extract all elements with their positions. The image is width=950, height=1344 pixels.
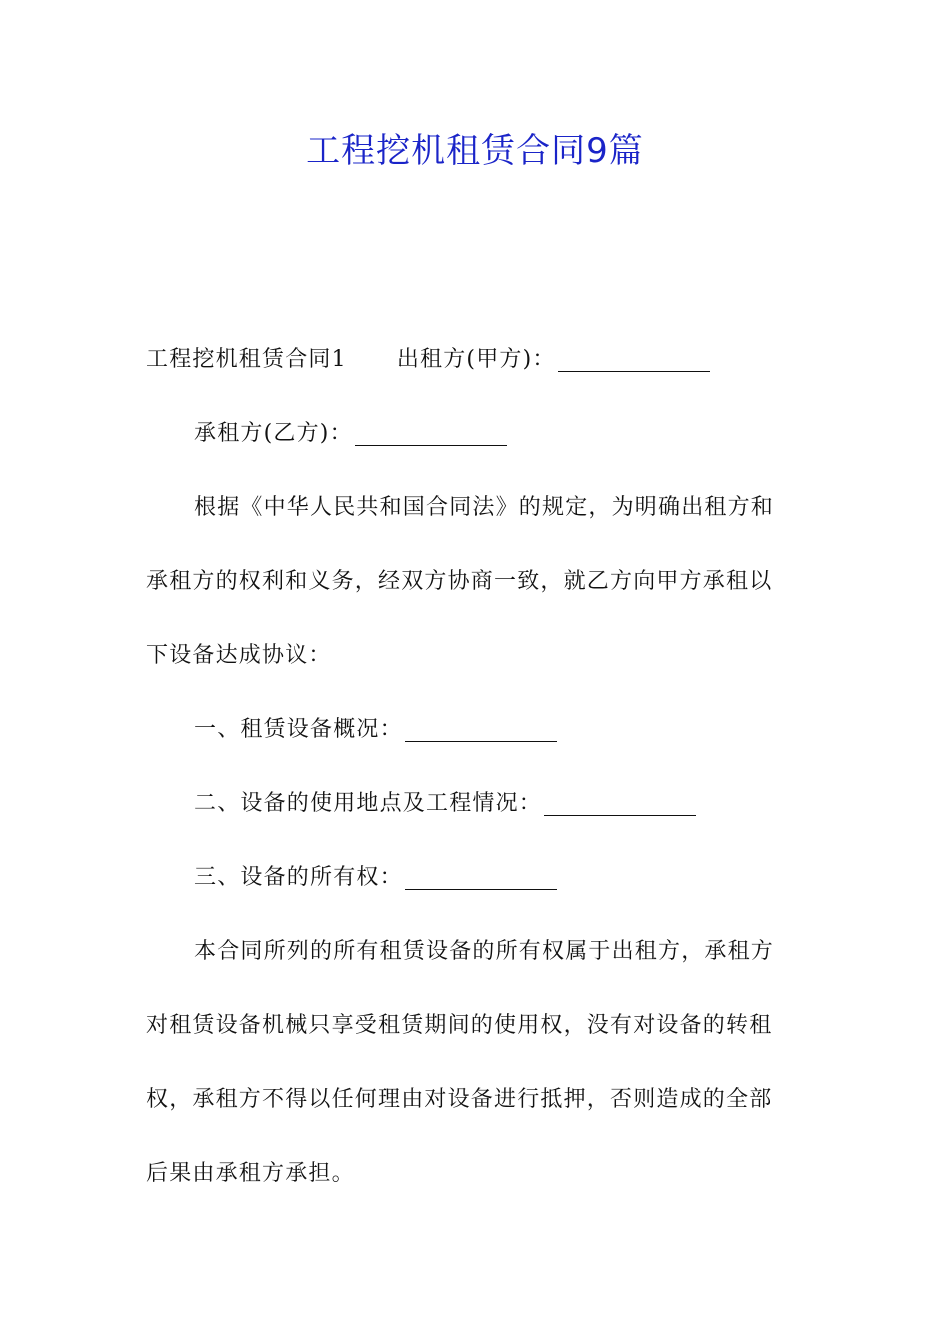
party-b-line bbox=[146, 412, 806, 486]
ownership-line-1: 本合同所列的所有租赁设备的所有权属于出租方，承租方 bbox=[194, 939, 775, 964]
party-b-label: 承租方(乙方)： bbox=[194, 421, 353, 446]
clause-3-label: 三、设备的所有权： bbox=[194, 865, 403, 890]
clause-1-line bbox=[146, 708, 806, 782]
ownership-line-3: 权，承租方不得以任何理由对设备进行抵押，否则造成的全部 bbox=[146, 1087, 773, 1112]
document-title: 工程挖机租赁合同9篇 bbox=[306, 131, 644, 171]
party-a-label: 出租方(甲方)： bbox=[396, 347, 556, 372]
intro-line-1: 根据《中华人民共和国合同法》的规定，为明确出租方和 bbox=[194, 495, 775, 520]
clause-2-label: 二、设备的使用地点及工程情况： bbox=[194, 791, 543, 816]
clause-1-label: 一、租赁设备概况： bbox=[194, 717, 403, 742]
clause-1-blank bbox=[405, 711, 557, 742]
document-body bbox=[146, 338, 806, 1226]
contract-heading: 工程挖机租赁合同1 bbox=[146, 347, 347, 372]
clause-2-line bbox=[146, 782, 806, 856]
clause-2-blank bbox=[544, 785, 696, 816]
intro-line-2: 承租方的权利和义务，经双方协商一致，就乙方向甲方承租以 bbox=[146, 569, 773, 594]
ownership-line-4: 后果由承租方承担。 bbox=[146, 1161, 355, 1186]
party-b-blank bbox=[355, 415, 507, 446]
heading-line bbox=[146, 338, 806, 412]
clause-3-line bbox=[146, 856, 806, 930]
party-a-blank bbox=[558, 341, 710, 372]
ownership-line-2: 对租赁设备机械只享受租赁期间的使用权，没有对设备的转租 bbox=[146, 1013, 773, 1038]
clause-3-blank bbox=[405, 859, 557, 890]
intro-line-3: 下设备达成协议： bbox=[146, 643, 332, 668]
